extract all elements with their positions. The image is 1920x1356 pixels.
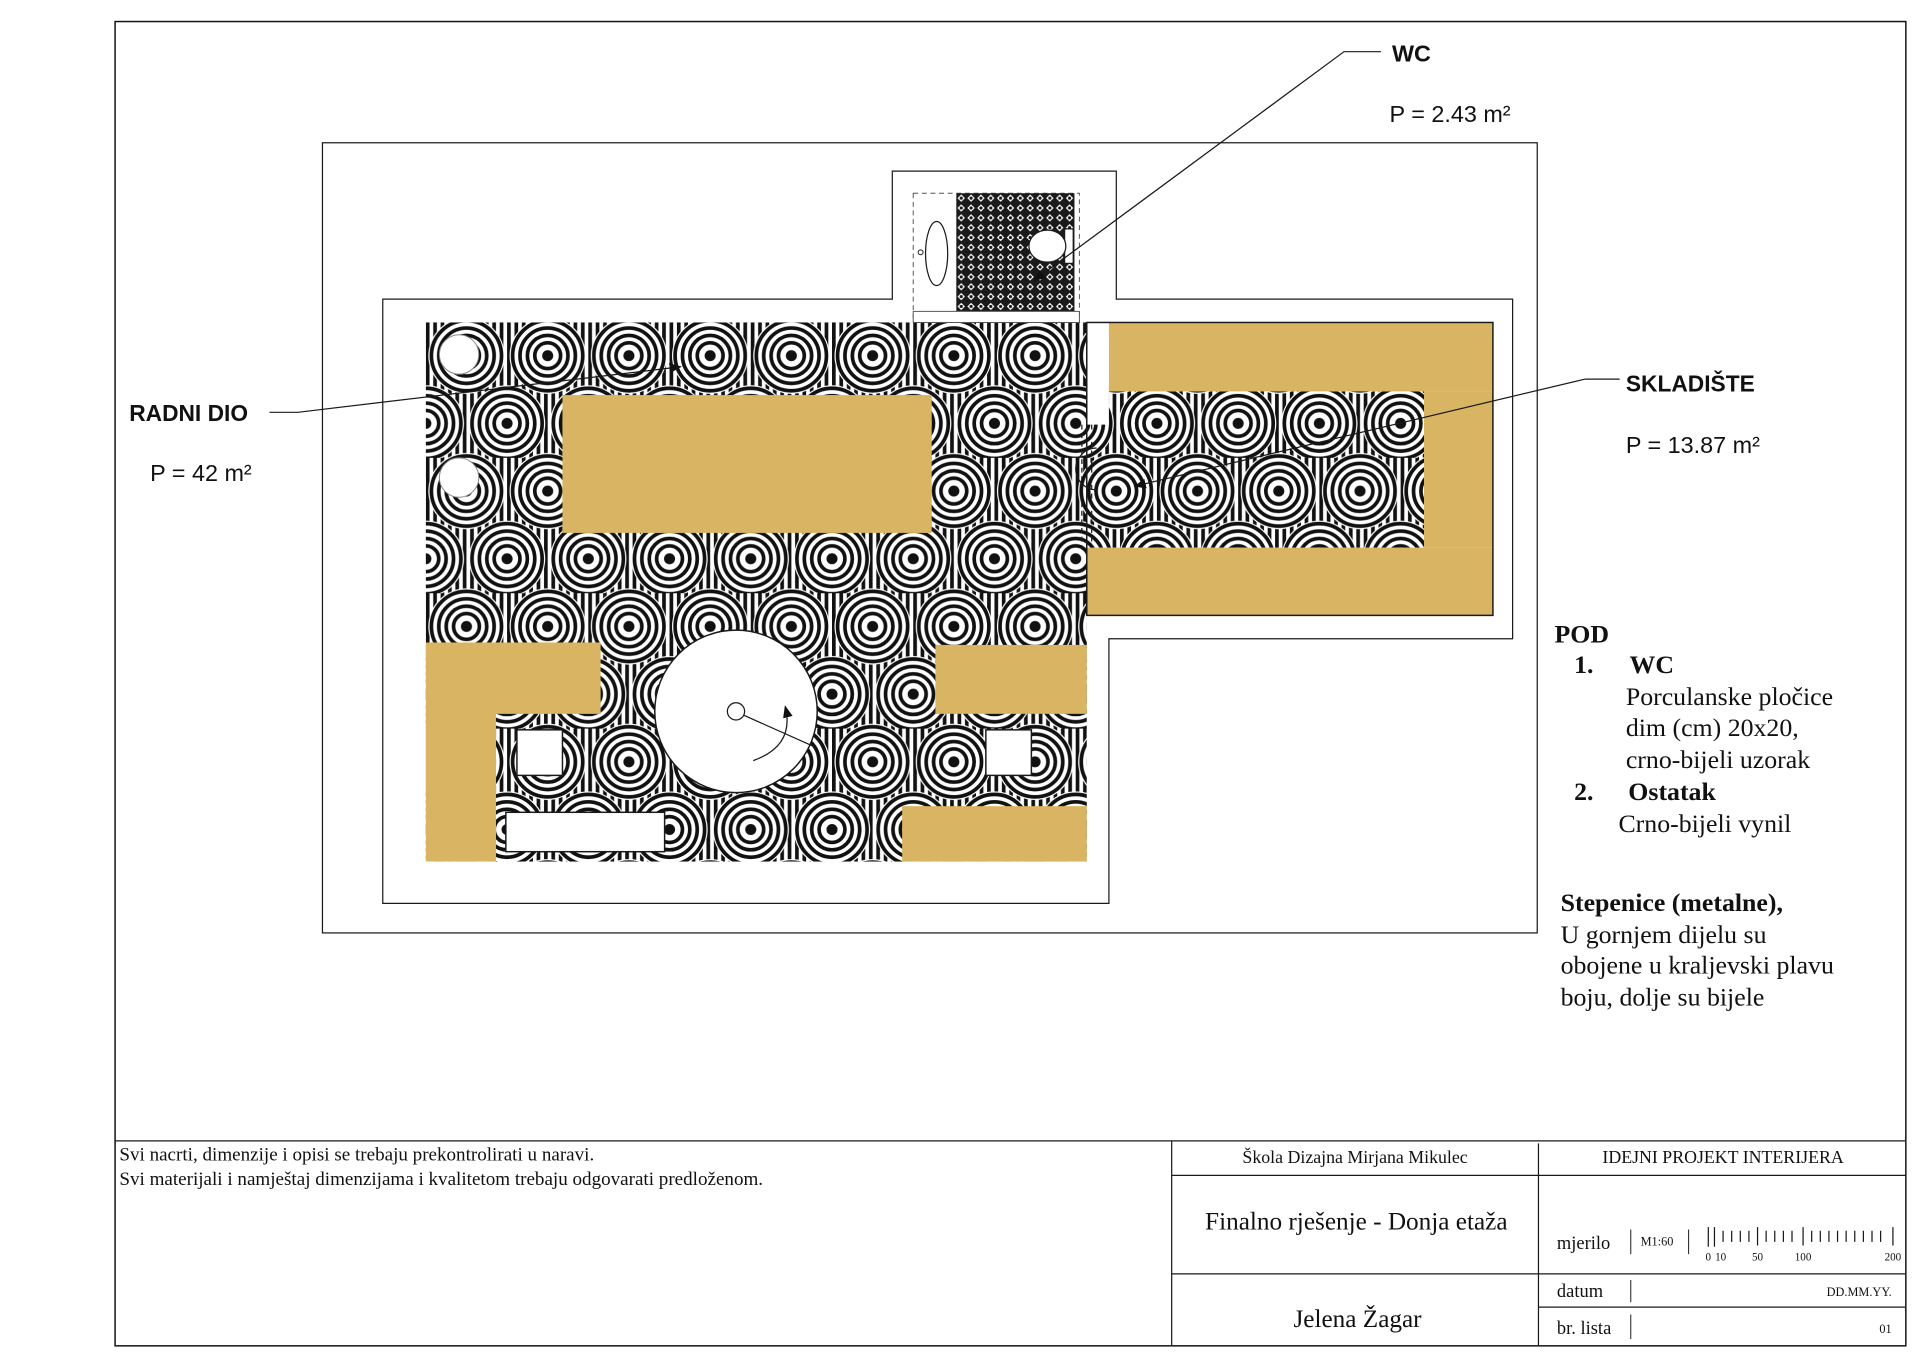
wc-label: WC	[1391, 40, 1431, 67]
scale-bar-tick-label: 0	[1705, 1251, 1712, 1264]
floor-note-1-line: dim (cm) 20x20,	[1625, 712, 1799, 742]
skladiste-area: P = 13.87 m²	[1625, 431, 1760, 458]
wc-threshold	[913, 311, 1079, 322]
wc-toilet-bowl	[1029, 230, 1066, 262]
project-type: IDEJNI PROJEKT INTERIJERA	[1602, 1147, 1844, 1168]
vinyl-floor-storage	[1087, 391, 1424, 547]
drawing-title: Finalno rješenje - Donja etaža	[1205, 1208, 1508, 1236]
scale-bar-tick-label: 10	[1715, 1251, 1727, 1264]
floor-note-2-title: Ostatak	[1628, 776, 1716, 806]
floor-note-1-title: WC	[1629, 650, 1675, 680]
radni-dio-area: P = 42 m²	[150, 460, 252, 487]
wc-sink	[926, 222, 948, 286]
scale-label: mjerilo	[1556, 1233, 1611, 1254]
bottom-counter	[902, 806, 1087, 861]
storage-door-opening	[1087, 322, 1109, 424]
scale-value: M1:60	[1640, 1234, 1674, 1249]
low-bench	[506, 812, 665, 851]
side-counter	[935, 645, 1086, 714]
floor-note-2-line: Crno-bijeli vynil	[1618, 809, 1792, 838]
sheet-number-value: 01	[1879, 1321, 1892, 1336]
round-stool-lower	[439, 458, 478, 497]
floor-note-1-line: Porculanske pločice	[1625, 682, 1834, 712]
scale-bar-tick-label: 50	[1752, 1251, 1764, 1264]
work-desk	[562, 395, 931, 533]
sheet-number-label: br. lista	[1556, 1318, 1612, 1339]
stairs-note-heading: Stepenice (metalne),	[1560, 887, 1783, 917]
staircase-core	[727, 703, 744, 720]
square-stool-left	[517, 730, 563, 776]
disclaimer-line: Svi nacrti, dimenzije i opisi se trebaju prekontrolirati u naravi.	[119, 1144, 595, 1166]
author-name: Jelena Žagar	[1293, 1305, 1422, 1333]
round-stool-upper	[439, 335, 478, 374]
spiral-staircase	[655, 630, 817, 792]
wc-area: P = 2.43 m²	[1389, 100, 1511, 127]
stairs-note-line: obojene u kraljevski plavu	[1560, 950, 1834, 980]
school-name: Škola Dizajna Mirjana Mikulec	[1242, 1147, 1468, 1168]
floor-note-2-number: 2.	[1574, 776, 1594, 806]
floor-note-1-line: crno-bijeli uzorak	[1625, 744, 1811, 774]
floor-notes-heading: POD	[1554, 619, 1609, 649]
stairs-note-line: boju, dolje su bijele	[1560, 982, 1765, 1012]
storage-shelf-top	[1109, 322, 1493, 391]
stairs-note-line: U gornjem dijelu su	[1560, 919, 1767, 949]
square-stool-right	[986, 730, 1032, 776]
floor-note-1-number: 1.	[1574, 650, 1594, 680]
scale-bar-tick-label: 200	[1884, 1251, 1902, 1264]
date-label: datum	[1556, 1281, 1604, 1302]
date-value: DD.MM.YY.	[1826, 1284, 1892, 1299]
scale-bar-tick-label: 100	[1794, 1251, 1812, 1264]
radni-dio-label: RADNI DIO	[129, 399, 249, 426]
storage-shelf-bottom	[1087, 548, 1493, 616]
disclaimer-line: Svi materijali i namještaj dimenzijama i kvalitetom trebaju odgovarati predloženom.	[119, 1169, 764, 1191]
skladiste-label: SKLADIŠTE	[1625, 370, 1755, 397]
